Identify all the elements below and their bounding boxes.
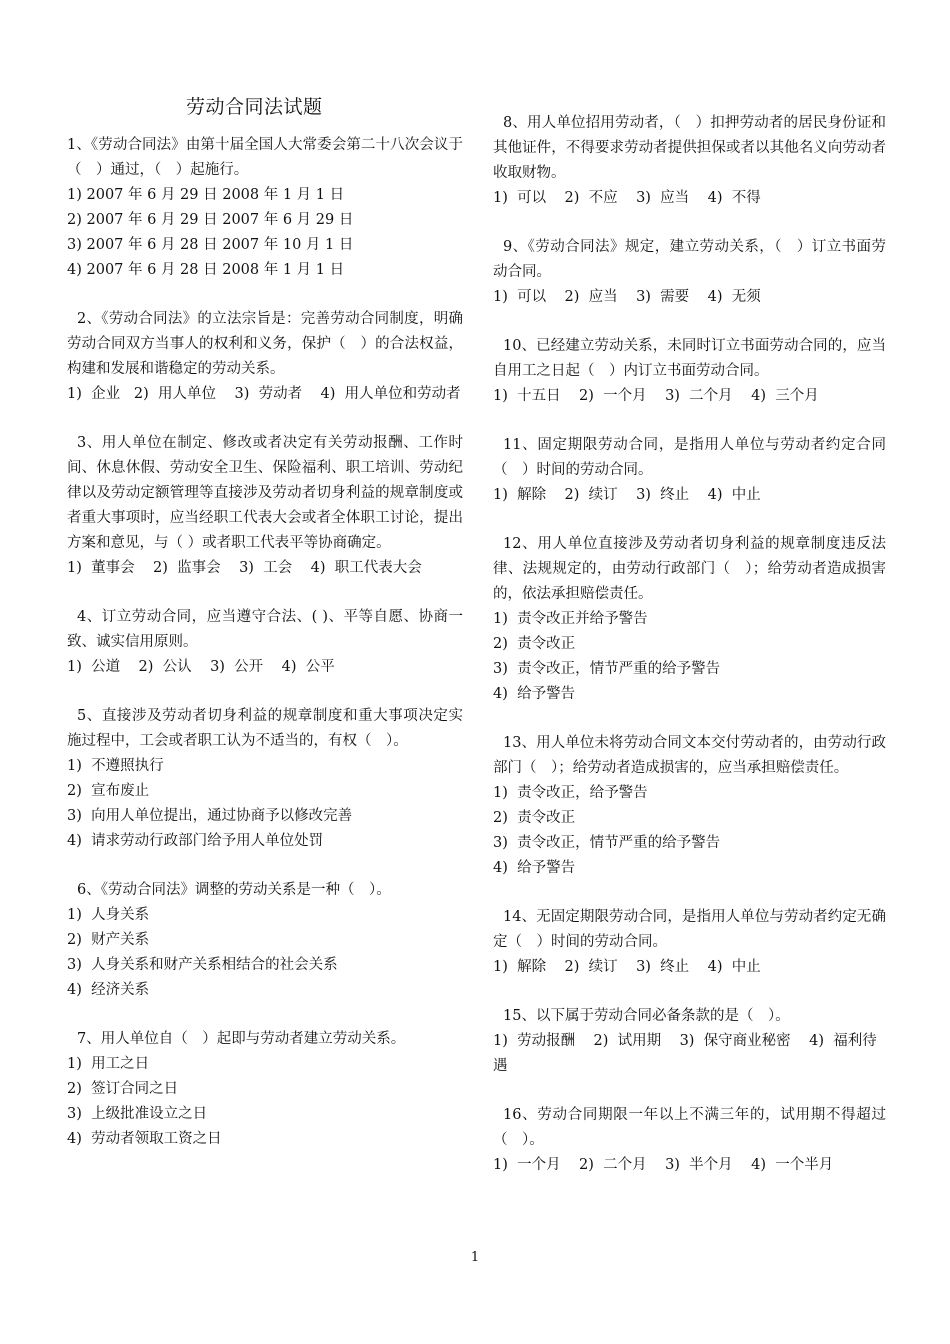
question-16 xyxy=(493,1103,886,1178)
question-11 xyxy=(493,433,886,508)
question-2-options: 1) 企业 2) 用人单位 3) 劳动者 4) 用人单位和劳动者 xyxy=(67,386,461,402)
question-5-option-4: 4) 请求劳动行政部门给予用人单位处罚 xyxy=(67,833,324,849)
question-9-text: 9、《劳动合同法》规定，建立劳动关系，（ ）订立书面劳动合同。 xyxy=(493,239,886,280)
question-13-option-2: 2) 责令改正 xyxy=(493,810,576,826)
right-column xyxy=(493,111,886,1202)
left-column xyxy=(67,133,463,1176)
question-12-option-1: 1) 责令改正并给予警告 xyxy=(493,611,648,627)
question-1-option-2: 2) 2007 年 6 月 29 日 2007 年 6 月 29 日 xyxy=(67,212,354,228)
question-3-options: 1) 董事会 2) 监事会 3) 工会 4) 职工代表大会 xyxy=(67,560,422,576)
question-6-option-3: 3) 人身关系和财产关系相结合的社会关系 xyxy=(67,957,338,973)
question-10 xyxy=(493,334,886,409)
question-12-option-2: 2) 责令改正 xyxy=(493,636,576,652)
question-7-text: 7、用人单位自（ ）起即与劳动者建立劳动关系。 xyxy=(77,1031,406,1047)
question-8-options: 1) 可以 2) 不应 3) 应当 4) 不得 xyxy=(493,190,761,206)
question-3-text: 3、用人单位在制定、修改或者决定有关劳动报酬、工作时间、休息休假、劳动安全卫生、保险福利、职工培训、劳动纪律以及劳动定额管理等直接涉及劳动者切身利益的规章制度或者重大事项时，应当经职工代表大会或者全体职工讨论，提出方案和意见，与（ ）或者职工代表平等协商确定。 xyxy=(67,435,463,551)
question-1-option-3: 3) 2007 年 6 月 28 日 2007 年 10 月 1 日 xyxy=(67,237,354,253)
question-2-text: 2、《劳动合同法》的立法宗旨是：完善劳动合同制度，明确劳动合同双方当事人的权利和义务，保护（ ）的合法权益，构建和发展和谐稳定的劳动关系。 xyxy=(67,311,463,377)
question-1-option-4: 4) 2007 年 6 月 28 日 2008 年 1 月 1 日 xyxy=(67,262,345,278)
question-15 xyxy=(493,1004,886,1079)
question-9-options: 1) 可以 2) 应当 3) 需要 4) 无须 xyxy=(493,289,761,305)
question-4 xyxy=(67,605,463,680)
question-8-text: 8、用人单位招用劳动者，（ ）扣押劳动者的居民身份证和其他证件，不得要求劳动者提供担保或者以其他名义向劳动者收取财物。 xyxy=(493,115,886,181)
question-1-text: 1、《劳动合同法》由第十届全国人大常委会第二十八次会议于（ ）通过，（ ）起施行。 xyxy=(67,137,463,178)
question-4-options: 1) 公道 2) 公认 3) 公开 4) 公平 xyxy=(67,659,335,675)
question-7-option-2: 2) 签订合同之日 xyxy=(67,1081,179,1097)
question-14 xyxy=(493,905,886,980)
question-7-option-3: 3) 上级批准设立之日 xyxy=(67,1106,208,1122)
question-5-text: 5、直接涉及劳动者切身利益的规章制度和重大事项决定实施过程中，工会或者职工认为不适当的，有权（ ）。 xyxy=(67,708,463,749)
question-4-text: 4、订立劳动合同，应当遵守合法、( )、平等自愿、协商一致、诚实信用原则。 xyxy=(67,609,463,650)
question-11-text: 11、固定期限劳动合同，是指用人单位与劳动者约定合同（ ）时间的劳动合同。 xyxy=(493,437,886,478)
question-14-text: 14、无固定期限劳动合同，是指用人单位与劳动者约定无确定（ ）时间的劳动合同。 xyxy=(493,909,886,950)
question-13 xyxy=(493,731,886,881)
question-14-options: 1) 解除 2) 续订 3) 终止 4) 中止 xyxy=(493,959,761,975)
question-5 xyxy=(67,704,463,854)
question-16-options: 1) 一个月 2) 二个月 3) 半个月 4) 一个半月 xyxy=(493,1157,834,1173)
question-12 xyxy=(493,532,886,707)
question-7 xyxy=(67,1027,463,1152)
question-15-text: 15、以下属于劳动合同必备条款的是（ ）。 xyxy=(503,1008,790,1024)
question-3 xyxy=(67,431,463,581)
question-6-text: 6、《劳动合同法》调整的劳动关系是一种（ ）。 xyxy=(77,882,391,898)
question-8 xyxy=(493,111,886,211)
question-7-option-4: 4) 劳动者领取工资之日 xyxy=(67,1131,222,1147)
question-1 xyxy=(67,133,463,283)
question-7-option-1: 1) 用工之日 xyxy=(67,1056,150,1072)
question-10-options: 1) 十五日 2) 一个月 3) 二个月 4) 三个月 xyxy=(493,388,819,404)
question-5-option-2: 2) 宣布废止 xyxy=(67,783,150,799)
question-5-option-3: 3) 向用人单位提出，通过协商予以修改完善 xyxy=(67,808,353,824)
question-12-text: 12、用人单位直接涉及劳动者切身利益的规章制度违反法律、法规规定的，由劳动行政部门（ ）；给劳动者造成损害的，依法承担赔偿责任。 xyxy=(493,536,886,602)
question-13-option-4: 4) 给予警告 xyxy=(493,860,576,876)
question-1-option-1: 1) 2007 年 6 月 29 日 2008 年 1 月 1 日 xyxy=(67,187,345,203)
page-number: 1 xyxy=(470,1250,480,1265)
page-title: 劳动合同法试题 xyxy=(186,96,323,118)
question-5-option-1: 1) 不遵照执行 xyxy=(67,758,164,774)
question-6 xyxy=(67,878,463,1003)
question-6-option-2: 2) 财产关系 xyxy=(67,932,150,948)
question-13-text: 13、用人单位未将劳动合同文本交付劳动者的，由劳动行政部门（ ）；给劳动者造成损害的，应当承担赔偿责任。 xyxy=(493,735,886,776)
question-16-text: 16、劳动合同期限一年以上不满三年的，试用期不得超过（ ）。 xyxy=(493,1107,886,1148)
question-6-option-4: 4) 经济关系 xyxy=(67,982,150,998)
question-2 xyxy=(67,307,463,407)
question-9 xyxy=(493,235,886,310)
question-13-option-3: 3) 责令改正，情节严重的给予警告 xyxy=(493,835,721,851)
question-13-option-1: 1) 责令改正，给予警告 xyxy=(493,785,648,801)
question-12-option-3: 3) 责令改正，情节严重的给予警告 xyxy=(493,661,721,677)
question-15-options: 1) 劳动报酬 2) 试用期 3) 保守商业秘密 4) 福利待遇 xyxy=(493,1033,877,1074)
question-6-option-1: 1) 人身关系 xyxy=(67,907,150,923)
question-11-options: 1) 解除 2) 续订 3) 终止 4) 中止 xyxy=(493,487,761,503)
question-10-text: 10、已经建立劳动关系，未同时订立书面劳动合同的，应当自用工之日起（ ）内订立书面劳动合同。 xyxy=(493,338,886,379)
question-12-option-4: 4) 给予警告 xyxy=(493,686,576,702)
